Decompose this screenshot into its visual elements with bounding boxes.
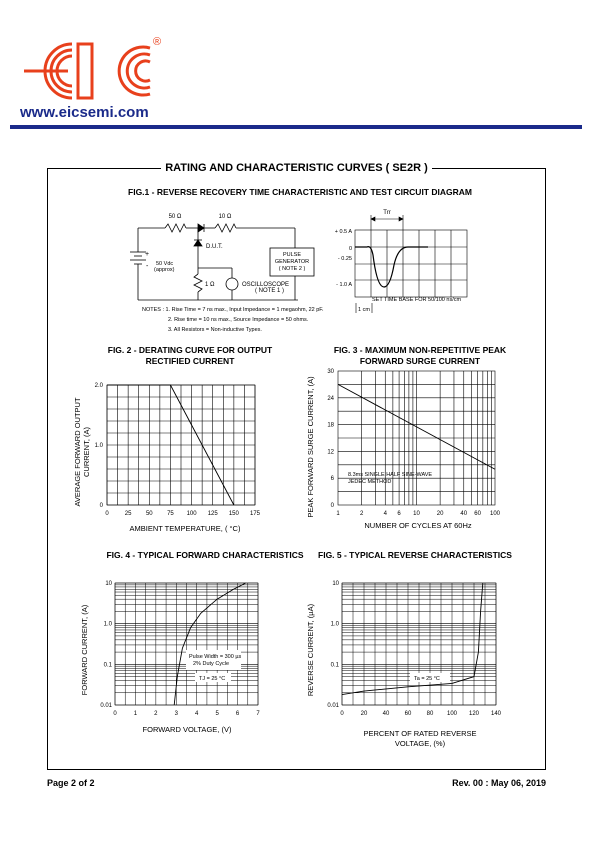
r2-label: 10 Ω (218, 214, 232, 220)
fig4-chart (75, 575, 275, 740)
fig4-ytick: 1.0 (103, 621, 112, 628)
fig2-xtick: 100 (186, 511, 197, 517)
fig3-xlabel: NUMBER OF CYCLES AT 60Hz (364, 521, 472, 530)
fig5-xtick: 40 (382, 711, 390, 717)
fig3-xtick: 40 (460, 511, 468, 517)
fig4-xtick: 6 (235, 711, 240, 717)
wave-label-4: - 1.0 A (336, 282, 352, 288)
fig4-ytick: 0.01 (100, 703, 112, 709)
fig4-title: FIG. 4 - TYPICAL FORWARD CHARACTERISTICS (106, 550, 304, 560)
supply-label-1: 50 Vdc (156, 261, 174, 267)
fig4-xtick: 1 (133, 711, 138, 717)
pulse-label-2: GENERATOR (274, 259, 310, 265)
fig5-xlabel-2: VOLTAGE, (%) (394, 739, 446, 748)
revision-date: Rev. 00 : May 06, 2019 (452, 778, 546, 788)
fig4-note-2: 2% Duty Cycle (193, 661, 230, 667)
fig3-title-line2: FORWARD SURGE CURRENT (359, 356, 481, 366)
fig3-ytick: 24 (327, 395, 334, 402)
fig1-waveform (330, 205, 480, 315)
timebase-label: SET TIME BASE FOR 50/100 ns/cm (372, 297, 462, 303)
note-2: 2. Rise time = 10 ns max., Source Impedance = 50 ohms. (168, 317, 309, 323)
fig2-ytick: 0 (99, 503, 103, 509)
fig2-ytick: 1.0 (94, 443, 103, 449)
fig4-ylabel: FORWARD CURRENT, (A) (80, 604, 89, 696)
fig2-ytick: 2.0 (94, 383, 103, 389)
fig3-xtick: 100 (489, 511, 501, 517)
registered-mark: ® (153, 36, 162, 48)
fig5-xtick: 20 (360, 711, 368, 717)
fig2-xtick: 50 (145, 511, 153, 517)
fig3-xtick: 20 (436, 511, 444, 517)
fig5-xlabel-1: PERCENT OF RATED REVERSE (363, 729, 477, 738)
fig2-xtick: 150 (228, 511, 239, 517)
fig3-xtick: 60 (474, 511, 481, 517)
fig3-note-1: 8.3ms SINGLE HALF SINE-WAVE (348, 472, 433, 478)
fig3-title-line1: FIG. 3 - MAXIMUM NON-REPETITIVE PEAK (333, 345, 507, 355)
fig3-ytick: 30 (327, 369, 334, 375)
fig3-ytick: 6 (330, 476, 334, 483)
fig3-ytick: 18 (327, 422, 334, 429)
fig2-xtick: 0 (105, 511, 109, 517)
pulse-label-3: ( NOTE 2 ) (278, 266, 306, 272)
fig5-xtick: 80 (426, 711, 434, 717)
fig3-xtick: 4 (383, 511, 387, 517)
fig1-title: FIG.1 - REVERSE RECOVERY TIME CHARACTERISTIC AND TEST CIRCUIT DIAGRAM (128, 187, 472, 197)
fig4-xtick: 2 (154, 711, 158, 717)
fig2-xtick: 25 (124, 511, 132, 517)
fig4-xtick: 3 (174, 711, 178, 717)
minus-sign: - (146, 263, 149, 270)
trr-label: Trr (383, 210, 391, 216)
fig5-chart (300, 575, 515, 753)
fig4-curve (174, 583, 246, 705)
fig4-xtick: 0 (113, 711, 117, 717)
fig5-title: FIG. 5 - TYPICAL REVERSE CHARACTERISTICS (318, 550, 512, 560)
header-rule (10, 125, 582, 129)
fig5-note: Ta = 25 °C (414, 676, 440, 682)
fig2-chart (65, 372, 275, 537)
fig2-xtick: 125 (207, 511, 218, 517)
fig5-xtick: 60 (404, 711, 412, 717)
website-url[interactable]: www.eicsemi.com (20, 104, 149, 121)
plus-sign: + (145, 251, 150, 258)
fig5-xtick: 120 (468, 711, 480, 717)
fig2-xlabel: AMBIENT TEMPERATURE, ( °C) (129, 524, 241, 533)
r1-label: 50 Ω (168, 214, 182, 220)
fig2-title-line1: FIG. 2 - DERATING CURVE FOR OUTPUT (107, 345, 273, 355)
page-title: RATING AND CHARACTERISTIC CURVES ( SE2R ) (47, 162, 546, 174)
dut-label: D.U.T. (206, 244, 223, 250)
fig2-ylabel-2: CURRENT, (A) (82, 427, 91, 477)
fig3-title (310, 345, 530, 367)
fig5-xtick: 140 (490, 711, 502, 717)
scope-label-2: ( NOTE 1 ) (255, 288, 285, 294)
fig3-xtick: 6 (397, 511, 401, 517)
fig3-xtick: 2 (359, 511, 364, 517)
fig3-xtick: 1 (336, 511, 340, 517)
eic-logo (10, 38, 170, 104)
scope-label-1: OSCILLOSCOPE (242, 282, 290, 288)
fig4-ytick: 10 (105, 581, 112, 587)
wave-label-2: 0 (348, 246, 352, 252)
fig4-note-3: TJ = 25 °C (199, 676, 226, 682)
fig4-xtick: 4 (195, 711, 199, 717)
fig4-note-1: Pulse Width = 300 µs (189, 654, 242, 660)
fig4-xtick: 7 (256, 711, 260, 717)
fig5-ytick: 0.1 (330, 662, 339, 669)
fig2-ylabel-1: AVERAGE FORWARD OUTPUT (73, 397, 82, 507)
r3-label: 1 Ω (205, 282, 215, 288)
fig5-xtick: 100 (446, 711, 458, 717)
fig3-ytick: 0 (330, 503, 334, 509)
page-number: Page 2 of 2 (47, 778, 95, 788)
wave-label-1: + 0.5 A (334, 229, 352, 235)
fig4-xtick: 5 (215, 711, 219, 717)
fig1-notes (142, 305, 324, 335)
fig1-circuit (120, 208, 350, 313)
fig3-ylabel: PEAK FORWARD SURGE CURRENT, (A) (306, 376, 315, 518)
fig3-chart (300, 365, 515, 537)
fig2-xtick: 175 (249, 511, 261, 517)
fig2-title-line2: RECTIFIED CURRENT (145, 356, 235, 366)
fig3-note-2: JEDEC METHOD (348, 479, 392, 485)
fig5-xtick: 0 (340, 711, 344, 717)
fig3-ytick: 12 (327, 449, 334, 456)
note-1: NOTES : 1. Rise Time = 7 ns max., Input Impedance = 1 megaohm, 22 pF. (142, 307, 324, 313)
fig5-ytick: 0.01 (327, 703, 339, 709)
fig3-xtick: 10 (413, 511, 420, 517)
pulse-label-1: PULSE (282, 252, 302, 258)
fig5-ytick: 1.0 (330, 621, 339, 628)
fig2-xtick: 75 (167, 511, 174, 517)
fig2-title (95, 345, 285, 367)
fig5-ytick: 10 (332, 581, 339, 587)
supply-label-2: (approx) (154, 267, 175, 273)
cm-label: 1 cm (358, 307, 370, 313)
note-3: 3. All Resistors = Non-inductive Types. (168, 327, 262, 333)
fig4-ytick: 0.1 (103, 662, 112, 669)
wave-label-3: - 0.25 (337, 256, 352, 262)
fig4-xlabel: FORWARD VOLTAGE, (V) (142, 725, 232, 734)
fig5-ylabel: REVERSE CURRENT, (µA) (306, 603, 315, 697)
